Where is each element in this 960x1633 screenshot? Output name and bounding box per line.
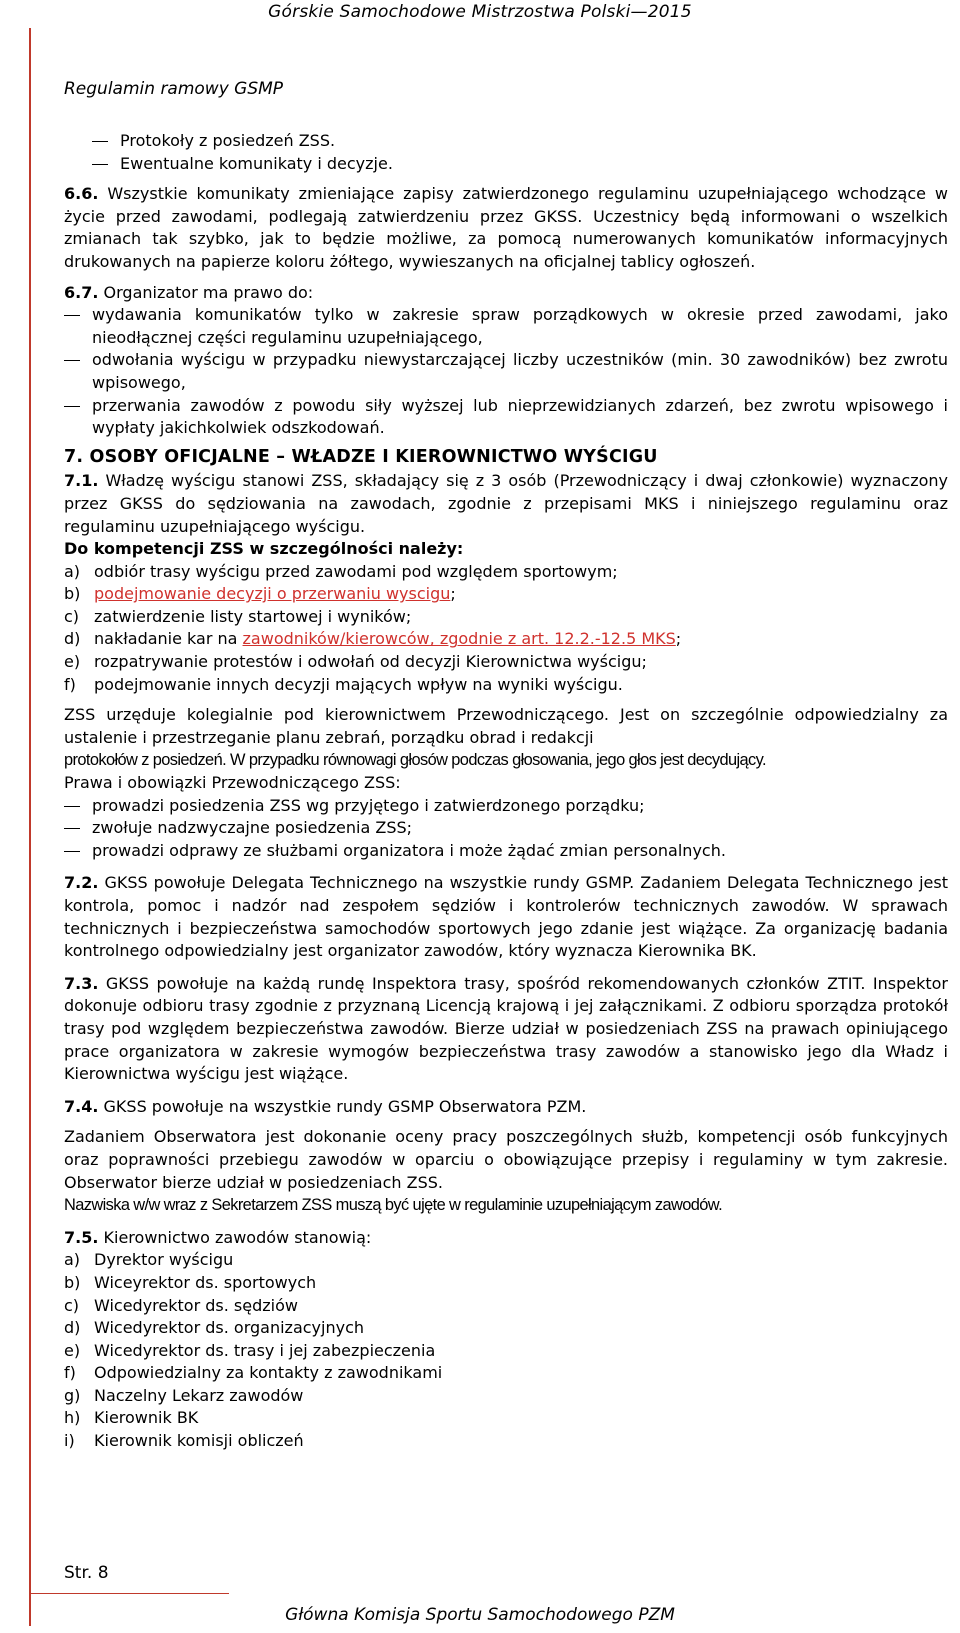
document-body [64,130,948,1453]
list-item: przerwania zawodów z powodu siły wyższej lub nieprzewidzianych zdarzeń, bez zwrotu wpisowego i wypłaty jakichkolwiek odszkodowań. [64,395,948,440]
paragraph-text: GKSS powołuje Delegata Technicznego na wszystkie rundy GSMP. Zadaniem Delegata Technicznego jest kontrola, pomoc i nadzór nad zespołem sędziów i kontrolerów technicznych zawodów. W sprawach technicznych i bezpieczeństwa samochodów sportowych jego zdanie jest wiążące. Za organizację badania kontrolnego odpowiedzialny jest organizator zawodów, który wyznacza Kierownika BK. [64,873,948,961]
list-item-text: Wicedyrektor ds. organizacyjnych [94,1318,364,1338]
list-marker: g) [64,1385,81,1405]
list-item-text: Wicedyrektor ds. trasy i jej zabezpieczenia [94,1340,436,1360]
list-item [64,1340,948,1363]
section-number: 7.3. [64,973,99,993]
paragraph-text: GKSS powołuje na wszystkie rundy GSMP Obserwatora PZM. [103,1096,587,1116]
list-marker: f) [64,1363,76,1383]
paragraph-text: Nazwiska w/w wraz z Sekretarzem ZSS muszą być ujęte w regulaminie uzupełniającym zawodów. [64,1196,723,1215]
list-item: prowadzi posiedzenia ZSS wg przyjętego i zatwierdzonego porządku; [64,795,948,818]
paragraph-text: GKSS powołuje na każdą rundę Inspektora trasy, spośród rekomendowanych członków ZTIT. Inspektor dokonuje odbioru trasy zgodnie z przyznaną Licencją krajową i jej załącznikami. Z odbioru sporządza protokół trasy pod względem bezpieczeństwa zawodów. Bierze udział w posiedzeniach ZSS na prawach opiniującego prace organizatora w zakresie wymogów bezpieczeństwa trasy zawodów a stanowisko jego dla Władz i Kierownictwa wyścigu jest wiążące. [64,973,949,1084]
list-marker: a) [64,1250,81,1270]
section-number: 6.7. [64,282,99,302]
section-6-7 [64,282,948,305]
list-item: Protokoły z posiedzeń ZSS. [64,130,948,153]
list-item [64,651,948,674]
section-number: 7.5. [64,1227,99,1247]
section-number: 7.1. [64,471,99,491]
list-item [64,1407,948,1430]
list-item-text: zatwierdzenie listy startowej i wyników; [94,606,412,626]
list-marker: c) [64,606,80,626]
list-item-text: podejmowanie innych decyzji mających wpływ na wyniki wyścigu. [94,674,623,694]
list-marker: b) [64,1272,81,1292]
section-heading: 7. OSOBY OFICJALNE – WŁADZE I KIEROWNICTWO WYŚCIGU [64,446,658,467]
list-item-text: ; [675,629,682,649]
highlighted-text: podejmowanie decyzji o przerwaniu wyscigu [94,584,451,604]
header-title: Górskie Samochodowe Mistrzostwa Polski—2015 [268,2,692,22]
highlighted-text: zawodników/kierowców, zgodnie z art. 12.2.-12.5 MKS [242,629,676,649]
footer-title: Główna Komisja Sportu Samochodowego PZM [285,1605,675,1625]
list-item-text: rozpatrywanie protestów i odwołań od decyzji Kierownictwa wyścigu; [94,652,647,672]
paragraph-text: Wszystkie komunikaty zmieniające zapisy zatwierdzonego regulaminu uzupełniającego wchodzące w życie przed zawodami, podlegają zatwierdzeniu przez GKSS. [64,184,948,226]
section-7-1 [64,470,948,538]
list-item [64,628,948,651]
list-marker: b) [64,584,81,604]
paragraph-text: Władzę wyścigu stanowi ZSS, składający się z 3 osób (Przewodniczący i dwaj członkowie) wyznaczony przez GKSS do sędziowania na zawodach, zgodnie z przepisami MKS i niniejszego regulaminu oraz regulaminu uzupełniającego wyścigu. [64,471,948,536]
list-item: wydawania komunikatów tylko w zakresie spraw porządkowych w okresie przed zawodami, jako nieodłącznej części regulaminu uzupełniającego, [64,304,948,349]
page-number: Str. 8 [64,1563,109,1583]
section-7-4 [64,1096,948,1119]
list-marker: i) [64,1431,75,1451]
section-number: 7.4. [64,1096,99,1116]
margin-rule [29,28,31,1626]
list-item [64,1317,948,1340]
footer-rule [29,1593,229,1594]
list-item-text: Kierownik BK [94,1408,199,1428]
section-number: 6.6. [64,184,99,204]
list-item-text: Wiceyrektor ds. sportowych [94,1272,317,1292]
list-item: prowadzi odprawy ze służbami organizatora i może żądać zmian personalnych. [64,840,948,863]
paragraph-text: Kierownictwo zawodów stanowią: [103,1227,372,1247]
list-marker: f) [64,674,76,694]
paragraph-text: ZSS urzęduje kolegialnie pod kierownictwem Przewodniczącego. Jest on szczególnie odpowiedzialny za ustalenie i przestrzeganie planu zebrań, porządku obrad i redakcji [64,705,948,747]
list-item [64,1362,948,1385]
competence-heading: Do kompetencji ZSS w szczególności należy: [64,539,464,559]
list-item [64,1295,948,1318]
section-7-3 [64,973,948,1086]
list-item [64,1249,948,1272]
list-marker: c) [64,1295,80,1315]
list-item-text: Naczelny Lekarz zawodów [94,1385,304,1405]
list-item-text: Odpowiedzialny za kontakty z zawodnikami [94,1363,443,1383]
paragraph-text: Organizator ma prawo do: [103,282,314,302]
list-marker: h) [64,1408,81,1428]
list-item-text: Dyrektor wyścigu [94,1250,234,1270]
section-6-6 [64,183,948,273]
list-item-text: Wicedyrektor ds. sędziów [94,1295,298,1315]
paragraph-text: protokołów z posiedzeń. W przypadku równowagi głosów podczas głosowania, jego głos jest decydujący. [64,751,766,770]
list-item-text: odbiór trasy wyścigu przed zawodami pod względem sportowym; [94,561,618,581]
paragraph-text: Zadaniem Obserwatora jest dokonanie oceny pracy poszczególnych służb, kompetencji osób funkcyjnych oraz poprawności przebiegu zawodów w oparciu o obowiązujące przepisy i regulaminy w tym zakresie. Obserwator bierze udział w posiedzeniach ZSS. [64,1127,948,1192]
document-subtitle: Regulamin ramowy GSMP [64,79,284,99]
rights-heading: Prawa i obowiązki Przewodniczącego ZSS: [64,773,401,793]
list-item [64,1385,948,1408]
list-item [64,561,948,584]
list-item: Ewentualne komunikaty i decyzje. [64,153,948,176]
section-7-5 [64,1227,948,1250]
list-item: zwołuje nadzwyczajne posiedzenia ZSS; [64,817,948,840]
section-number: 7.2. [64,873,99,893]
list-marker: d) [64,1318,81,1338]
list-item [64,1272,948,1295]
list-item-text: ; [450,584,456,604]
paragraph-text: Uczestnicy będą informowani o wszelkich zmianach tak szybko, jak to będzie możliwe, za pomocą numerowanych komunikatów informacyjnych drukowanych na papierze koloru żółtego, wywieszanych na oficjalnej tablicy ogłoszeń. [64,206,948,271]
list-item-text: nakładanie kar na [94,629,238,649]
list-marker: e) [64,1340,81,1360]
list-item-text: Kierownik komisji obliczeń [94,1431,304,1451]
list-marker: a) [64,561,81,581]
list-marker: e) [64,652,81,672]
list-item [64,606,948,629]
list-item [64,674,948,697]
section-7-2 [64,872,948,962]
list-item: odwołania wyścigu w przypadku niewystarczającej liczby uczestników (min. 30 zawodników) bez zwrotu wpisowego, [64,349,948,394]
list-item [64,583,948,606]
list-marker: d) [64,629,81,649]
list-item [64,1430,948,1453]
